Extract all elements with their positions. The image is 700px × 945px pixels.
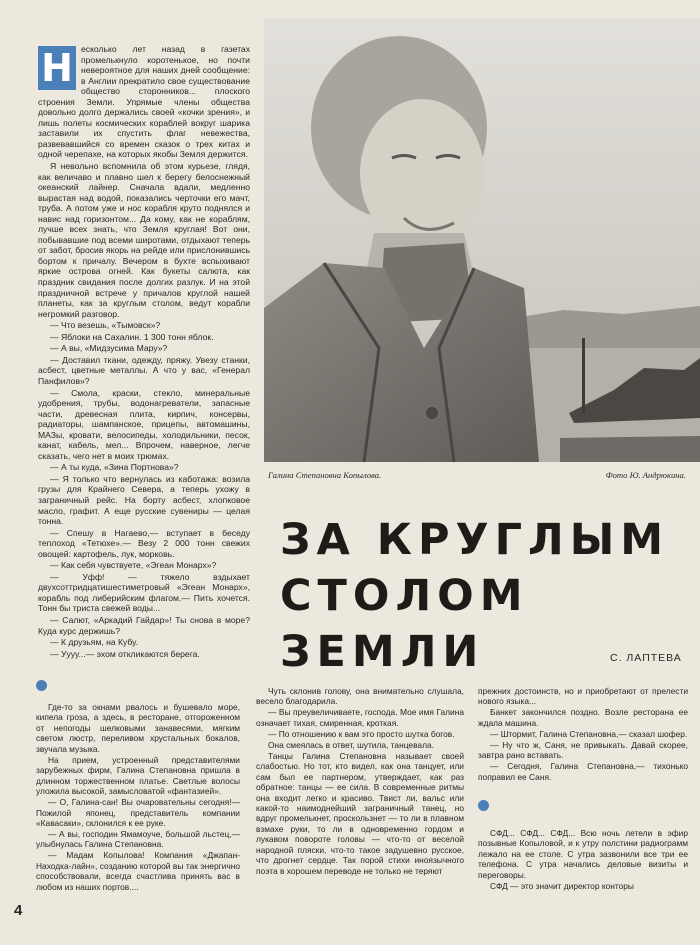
paragraph: — А вы, господин Ямамоуче, большой льстец,— улыбнулась Галина Степановна. (36, 828, 240, 850)
paragraph: Чуть склонив голову, она внимательно слушала, весело благодарила. (256, 686, 464, 707)
paragraph: — Штормит, Галина Степановна,— сказал шофер. (490, 728, 688, 739)
paragraph: — Мадам Копылова! Компания «Джапан-Находка-лайн», созданию которой вы так энергично способствовали, всегда счастлива принять вас в любом из наших портов.... (36, 850, 240, 892)
dialogue-line: — Доставил ткани, одежду, пряжу. Увезу станки, асбест, цветные металлы. А что у вас, «Генерал Панфилов»? (38, 354, 250, 386)
paragraph: — Сегодня, Галина Степановна,— тихонько поправил ее Саня. (478, 761, 688, 782)
dialogue-line: — Смола, краски, стекло, минеральные удобрения, трубы, водонагреватели, запасные части, древесная плита, кирпич, консервы, радиаторы, шампанское, прицепы, автомашины, МАЗы, кровати, велосипеды, холодильники, песок, канат, кабель, мел... Впрочем, наверное, легче сказать, чего нет в моих трюмах. (38, 387, 250, 461)
paragraph: прежних достоинств, но и приобретают от прелести нового языка... (478, 686, 688, 707)
author-name: С. ЛАПТЕВА (610, 652, 682, 664)
portrait-photo (264, 18, 700, 462)
column-4-bottom (478, 828, 688, 908)
section-bullet (36, 680, 47, 691)
paragraph: Где-то за окнами рвалось и бушевало море, кипела гроза, а здесь, в ресторане, отгороженном от непогоды шелковыми занавесями, мягким светом люстр, переливом хрустальных бокалов, звучала музыка. (36, 702, 240, 754)
dialogue-line: — Уфф! — тяжело вздыхает двухсоттридцатишестиметровый «Эгеан Монарх», корабль под либерийским флагом.— Пить хочется. Тонн бы триста свежей воды... (38, 571, 250, 614)
section-bullet (478, 800, 489, 811)
paragraph: Она смеялась в ответ, шутила, танцевала. (268, 739, 434, 750)
dialogue-line: — Яблоки на Сахалин. 1 300 тонн яблок. (50, 331, 214, 342)
paragraph: Я невольно вспомнила об этом курьезе, глядя, как величаво и плавно шел к берегу белоснежный океанский лайнер. Сначала вдали, медленно вырастая над водой, показались черточки его мачт, труба. А потом уже и нос корабля круто поднялся и навис над горизонтом... Да кому, как не кораблям, лучше всех знать, что Земля круглая! Вот они, побывавшие под всеми широтами, отдыхают теперь от забот, бросив якорь на рейде или прислонившись бортом к причалу. Вечером в бухте вспыхивают яркие острова огней. Как букеты салюта, как праздник свидания после долгих разлук. И на этой праздничной встрече у причалов круглой нашей планеты, как за круглым столом, ведут корабли негромкий разговор. (38, 161, 250, 319)
dialogue-line: — А ты куда, «Зина Портнова»? (50, 462, 179, 473)
paragraph: На прием, устроенный представителями зарубежных фирм, Галина Степановна пришла в длинном торжественном платье. Светлые волосы уложила высокой, замысловатой «фантазией». (36, 754, 240, 797)
paragraph: — Вы преувеличиваете, господа. Мое имя Галина означает тихая, смиренная, кроткая. (256, 707, 464, 728)
paragraph: Танцы Галина Степановна называет своей слабостью. Но тот, кто видел, как она танцует, или сам был ее партнером, утверждает, как раз обратное: танцы — ее сила. В современные ритмы она входит легко и красиво. Твист ли, вальс или какой-то наимоднейший заграничный танец, но вдруг промелькнет, проскользнет — то ли в плавном взмахе руки, то ли в одновременно гордом и лукавом повороте головы — что-то от веселой народной пляски, что-то такое задушевно русское, что дрогнет сердце. Так порой стихи иноязычного поэта в хорошем переводе не только не теряют (256, 750, 464, 876)
column-2 (36, 702, 240, 902)
dialogue-line: — Как себя чувствуете, «Эгеан Монарх»? (50, 560, 217, 571)
photo-credit: Фото Ю. Андрюкина. (605, 470, 686, 480)
paragraph: СФД — это значит директор конторы (490, 880, 634, 891)
page-number: 4 (14, 902, 23, 919)
paragraph: — Ну что ж, Саня, не привыкать. Давай скорее, завтра рано вставать. (478, 739, 688, 761)
portrait-illustration (264, 18, 700, 462)
paragraph: — О, Галина-сан! Вы очаровательны сегодня!— Пожилой японец, представитель компании «Кавасаки», склонился к ее руке. (36, 797, 240, 828)
title-line-1: ЗА КРУГЛЫМ (280, 515, 670, 565)
dialogue-line: — А вы, «Мидзусима Мару»? (50, 343, 168, 354)
drop-cap: Н (38, 46, 76, 90)
paragraph: СФД... СФД... СФД... Всю ночь летели в эфир позывные Копыловой, и к утру полстини радиограмм лежало на ее столе. С утра зазвонили все три ее телефона. С утра начались деловые визиты и переговоры. (478, 828, 688, 880)
dialogue-line: — Салют, «Аркадий Гайдар»! Ты снова в море? Куда курс держишь? (38, 614, 250, 636)
title-line-2: СТОЛОМ ЗЕМЛИ (280, 571, 529, 677)
dialogue-line: — Спешу в Нагаево,— вступает в беседу теплоход «Тетюхе».— Везу 2 000 тонн свежих овощей: картофель, лук, морковь. (38, 527, 250, 559)
intro-paragraph: есколько лет назад в газетах промелькнуло коротенькое, но почти невероятное для наших дней сообщение: в Англии прекратило свое существование общество сторонников... плоского строения Земли. Упрямые члены общества довольно долго держались своей «кочки зрения», и лишь полеты космических кораблей вокруг шарика заставили их спустить флаг невежества, развевавшийся со времен сказок о трех китах и одной черепахе, на которых якобы Земля держится. (38, 44, 250, 160)
intro-column (38, 44, 250, 674)
paragraph: — По отношению к вам это просто шутка богов. (268, 728, 455, 739)
dialogue-line: — Уууу...— эхом откликаются берега. (50, 648, 200, 659)
column-4-top (478, 686, 688, 786)
dialogue-line: — Я только что вернулась из каботажа: возила грузы для Крайнего Севера, а теперь ухожу в заграничный рейс. На борту асбест, хлопковое масло, графит. А еще русские сувениры — целая тонна. (38, 473, 250, 527)
paragraph: Банкет закончился поздно. Возле ресторана ее ждала машина. (478, 707, 688, 728)
photo-caption: Галина Степановна Копылова. (268, 470, 382, 480)
column-3 (256, 686, 464, 918)
dialogue-line: — К друзьям, на Кубу. (50, 637, 138, 648)
dialogue-line: — Что везешь, «Тымовск»? (50, 320, 161, 331)
